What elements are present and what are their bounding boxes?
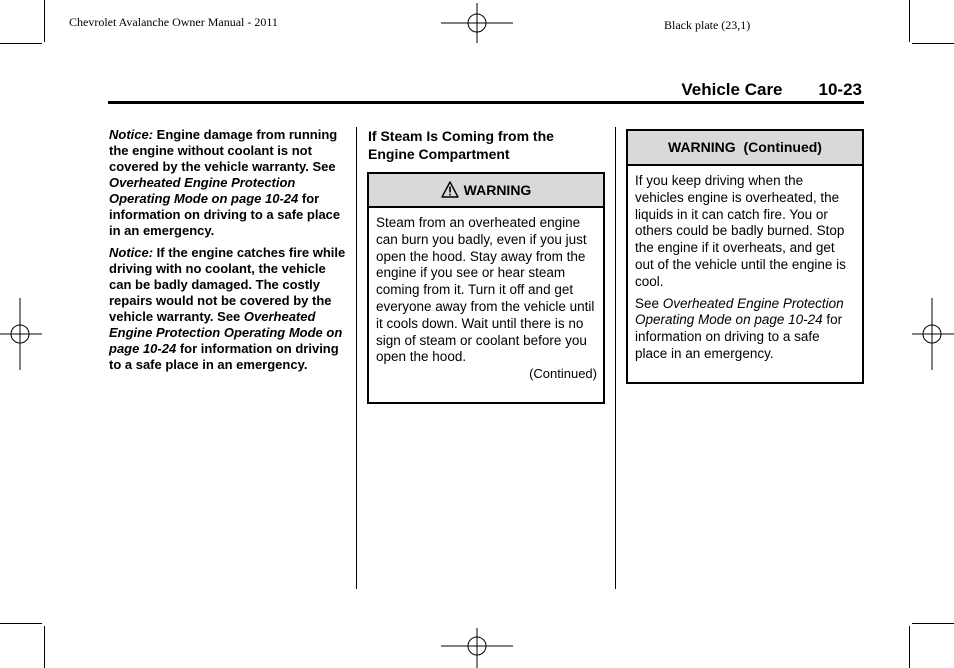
crop-mark <box>912 623 954 624</box>
notice-text: for information on driving to a safe place in an emergency. <box>109 341 339 372</box>
header-rule <box>108 101 864 104</box>
warning-title: WARNING <box>463 182 532 198</box>
warning-text: Steam from an overheated engine can burn you badly, even if you just open the hood. Stay away from the engine if you see or hear steam coming from it. Turn it off and get everyone away from the vehicle until it cools down. Wait until there is no sign of steam or coolant before you open the hood. <box>376 215 595 365</box>
warning-paragraph <box>635 296 855 363</box>
page-number: 10-23 <box>818 80 862 99</box>
page-heading <box>681 80 862 100</box>
warning-body <box>628 166 862 363</box>
warning-paragraph: If you keep driving when the vehicles engine is overheated, the liquids in it can catch fire. You or others could be badly burned. Stop the engine if it overheats, and get out of the vehicle until the engine is cool. <box>635 173 846 289</box>
warning-continued-box <box>626 129 864 384</box>
section-name: Vehicle Care <box>681 80 783 99</box>
registration-mark-top <box>441 3 513 43</box>
warning-text: See <box>635 295 663 311</box>
warning-text: for information on driving to a safe place in an emergency. <box>635 312 843 361</box>
crop-mark <box>0 623 42 624</box>
crop-mark <box>44 0 45 42</box>
crop-mark <box>0 43 42 44</box>
registration-mark-right <box>912 298 954 370</box>
continued-label: (Continued) <box>529 366 597 382</box>
column-divider <box>356 127 357 589</box>
cross-reference-link[interactable]: Overheated Engine Protection Operating Mode on page 10-24 <box>635 295 844 328</box>
notice-text: If the engine catches fire while driving with no coolant, the vehicle can be badly damaged. The costly repairs would not be covered by the vehicle warranty. See <box>109 245 346 324</box>
cross-reference-link[interactable]: Overheated Engine Protection Operating Mode on page 10-24 <box>109 175 299 206</box>
notice-text: for information on driving to a safe place in an emergency. <box>109 191 341 238</box>
crop-mark <box>912 43 954 44</box>
warning-title-bar <box>628 131 862 166</box>
crop-mark <box>909 626 910 668</box>
warning-title: WARNING (Continued) <box>668 139 822 155</box>
crop-mark <box>44 626 45 668</box>
column-divider <box>615 127 616 589</box>
notice-engine-fire <box>109 245 349 373</box>
notice-engine-damage <box>109 127 349 239</box>
warning-title-bar <box>369 174 603 208</box>
warning-box <box>367 172 605 404</box>
warning-body <box>369 208 603 366</box>
registration-mark-bottom <box>441 628 513 668</box>
notice-label: Notice: <box>109 127 154 142</box>
plate-label: Black plate (23,1) <box>664 18 751 32</box>
crop-mark <box>909 0 910 42</box>
steam-heading: If Steam Is Coming from the Engine Compartment <box>368 128 554 162</box>
notice-label: Notice: <box>109 245 154 260</box>
notice-column <box>109 127 349 379</box>
manual-title: Chevrolet Avalanche Owner Manual - 2011 <box>69 15 278 29</box>
registration-mark-left <box>0 298 42 370</box>
warning-triangle-icon <box>441 181 459 198</box>
cross-reference-link[interactable]: Overheated Engine Protection Operating Mode on page 10-24 <box>109 309 343 356</box>
notice-text: Engine damage from running the engine without coolant is not covered by the vehicle warranty. See <box>109 127 338 174</box>
